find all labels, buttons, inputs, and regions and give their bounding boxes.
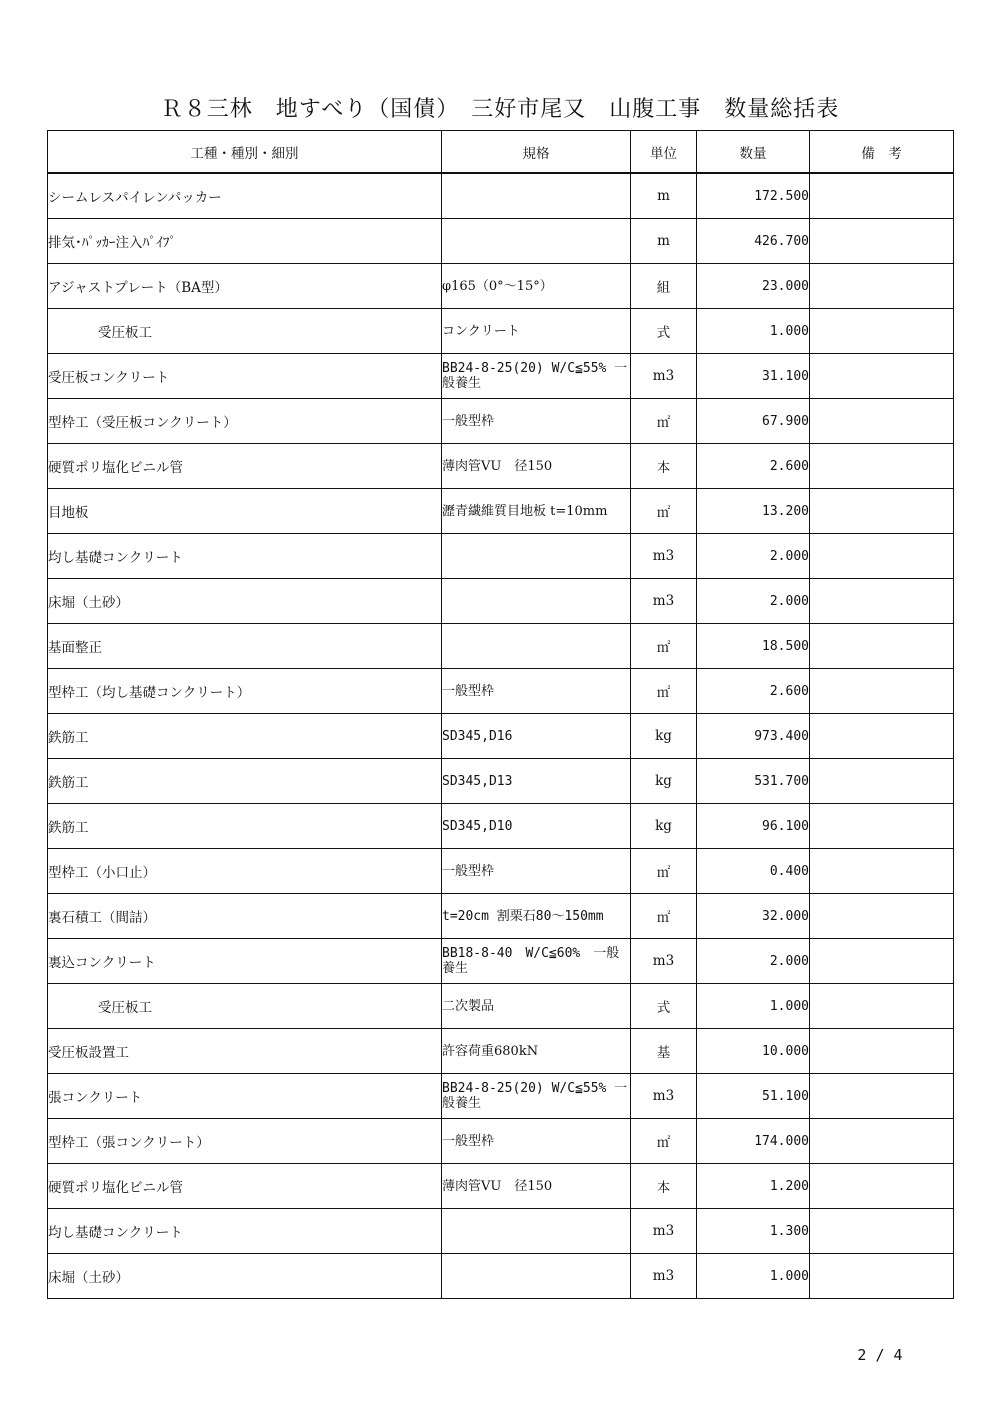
cell-spec: 瀝青繊維質目地板 t=10mm <box>442 489 631 534</box>
cell-unit: ㎡ <box>631 624 697 669</box>
cell-spec <box>442 534 631 579</box>
cell-qty: 1.000 <box>697 1254 810 1299</box>
cell-name: 硬質ポリ塩化ビニル管 <box>48 1164 442 1209</box>
table-row <box>48 534 954 579</box>
cell-spec: BB18-8-40 W/C≦60% 一般養生 <box>442 939 631 984</box>
cell-name: 硬質ポリ塩化ビニル管 <box>48 444 442 489</box>
cell-note <box>810 984 954 1029</box>
table-row <box>48 1029 954 1074</box>
table-row <box>48 669 954 714</box>
column-header-unit: 単位 <box>631 131 697 174</box>
cell-name: アジャストプレート（BA型） <box>48 264 442 309</box>
cell-name: 裏石積工（間詰） <box>48 894 442 939</box>
cell-unit: m3 <box>631 939 697 984</box>
cell-qty: 426.700 <box>697 219 810 264</box>
table-row <box>48 759 954 804</box>
cell-spec: 薄肉管VU 径150 <box>442 444 631 489</box>
cell-qty: 1.200 <box>697 1164 810 1209</box>
cell-spec <box>442 624 631 669</box>
cell-name: 張コンクリート <box>48 1074 442 1119</box>
cell-spec: BB24-8-25(20) W/C≦55% 一般養生 <box>442 1074 631 1119</box>
cell-note <box>810 939 954 984</box>
cell-name: 床堀（土砂） <box>48 579 442 624</box>
table-row <box>48 1164 954 1209</box>
cell-note <box>810 309 954 354</box>
cell-note <box>810 714 954 759</box>
table-row <box>48 939 954 984</box>
table-row <box>48 849 954 894</box>
document-title: Ｒ８三林 地すべり（国債） 三好市尾又 山腹工事 数量総括表 <box>160 97 840 122</box>
cell-qty: 51.100 <box>697 1074 810 1119</box>
cell-qty: 531.700 <box>697 759 810 804</box>
table-row <box>48 309 954 354</box>
cell-qty: 23.000 <box>697 264 810 309</box>
cell-spec: 一般型枠 <box>442 849 631 894</box>
cell-note <box>810 849 954 894</box>
cell-note <box>810 1254 954 1299</box>
cell-qty: 2.600 <box>697 444 810 489</box>
cell-unit: m3 <box>631 354 697 399</box>
cell-spec: SD345,D16 <box>442 714 631 759</box>
cell-unit: m3 <box>631 534 697 579</box>
cell-spec: SD345,D10 <box>442 804 631 849</box>
cell-spec: 一般型枠 <box>442 1119 631 1164</box>
cell-note <box>810 444 954 489</box>
cell-note <box>810 219 954 264</box>
table-row <box>48 444 954 489</box>
cell-unit: 式 <box>631 309 697 354</box>
cell-unit: ㎡ <box>631 399 697 444</box>
cell-spec: 一般型枠 <box>442 669 631 714</box>
table-row <box>48 984 954 1029</box>
cell-unit: m3 <box>631 1074 697 1119</box>
cell-note <box>810 624 954 669</box>
cell-name: 受圧板工 <box>48 309 442 354</box>
cell-spec <box>442 1254 631 1299</box>
cell-note <box>810 1119 954 1164</box>
cell-unit: m <box>631 219 697 264</box>
cell-qty: 0.400 <box>697 849 810 894</box>
cell-qty: 67.900 <box>697 399 810 444</box>
cell-note <box>810 534 954 579</box>
cell-note <box>810 489 954 534</box>
cell-qty: 96.100 <box>697 804 810 849</box>
cell-name: 均し基礎コンクリート <box>48 1209 442 1254</box>
cell-unit: ㎡ <box>631 1119 697 1164</box>
column-header-name: 工種・種別・細別 <box>48 131 442 174</box>
cell-unit: kg <box>631 714 697 759</box>
cell-qty: 2.000 <box>697 939 810 984</box>
cell-spec: 薄肉管VU 径150 <box>442 1164 631 1209</box>
table-row <box>48 714 954 759</box>
table-header-row <box>48 131 954 174</box>
cell-name: 型枠工（受圧板コンクリート） <box>48 399 442 444</box>
cell-spec <box>442 173 631 219</box>
table-row <box>48 264 954 309</box>
cell-unit: m3 <box>631 1209 697 1254</box>
cell-name: 床堀（土砂） <box>48 1254 442 1299</box>
cell-note <box>810 579 954 624</box>
quantity-summary-table <box>47 130 954 1299</box>
table-row <box>48 354 954 399</box>
table-body <box>48 173 954 1299</box>
cell-qty: 2.000 <box>697 579 810 624</box>
cell-unit: 式 <box>631 984 697 1029</box>
cell-spec <box>442 1209 631 1254</box>
cell-qty: 174.000 <box>697 1119 810 1164</box>
table-row <box>48 804 954 849</box>
cell-unit: 組 <box>631 264 697 309</box>
cell-name: 受圧板設置工 <box>48 1029 442 1074</box>
cell-name: 受圧板工 <box>48 984 442 1029</box>
table-row <box>48 1254 954 1299</box>
cell-name: 型枠工（張コンクリート） <box>48 1119 442 1164</box>
cell-unit: kg <box>631 804 697 849</box>
cell-note <box>810 669 954 714</box>
cell-spec: 一般型枠 <box>442 399 631 444</box>
table-row <box>48 1209 954 1254</box>
cell-spec: φ165（0°～15°） <box>442 264 631 309</box>
cell-note <box>810 1164 954 1209</box>
cell-qty: 1.000 <box>697 984 810 1029</box>
table-row <box>48 489 954 534</box>
cell-spec: 許容荷重680kN <box>442 1029 631 1074</box>
column-header-note: 備 考 <box>810 131 954 174</box>
cell-name: 均し基礎コンクリート <box>48 534 442 579</box>
cell-note <box>810 354 954 399</box>
cell-note <box>810 1074 954 1119</box>
cell-note <box>810 804 954 849</box>
column-header-spec: 規格 <box>442 131 631 174</box>
cell-name: 鉄筋工 <box>48 759 442 804</box>
cell-spec: BB24-8-25(20) W/C≦55% 一般養生 <box>442 354 631 399</box>
cell-unit: ㎡ <box>631 849 697 894</box>
table-row <box>48 579 954 624</box>
cell-qty: 13.200 <box>697 489 810 534</box>
cell-spec: 二次製品 <box>442 984 631 1029</box>
cell-qty: 18.500 <box>697 624 810 669</box>
cell-unit: 基 <box>631 1029 697 1074</box>
cell-name: 鉄筋工 <box>48 714 442 759</box>
cell-qty: 31.100 <box>697 354 810 399</box>
table-row <box>48 894 954 939</box>
cell-note <box>810 1029 954 1074</box>
cell-name: 裏込コンクリート <box>48 939 442 984</box>
cell-note <box>810 264 954 309</box>
cell-note <box>810 894 954 939</box>
cell-spec: t=20cm 割栗石80～150mm <box>442 894 631 939</box>
cell-name: 排気･ﾊﾟｯｶｰ注入ﾊﾟｲﾌﾟ <box>48 219 442 264</box>
cell-note <box>810 1209 954 1254</box>
cell-unit: m3 <box>631 1254 697 1299</box>
column-header-qty: 数量 <box>697 131 810 174</box>
cell-unit: kg <box>631 759 697 804</box>
table-row <box>48 624 954 669</box>
table-row <box>48 1119 954 1164</box>
cell-qty: 1.000 <box>697 309 810 354</box>
cell-unit: 本 <box>631 1164 697 1209</box>
cell-qty: 10.000 <box>697 1029 810 1074</box>
table-row <box>48 1074 954 1119</box>
cell-unit: m <box>631 173 697 219</box>
cell-unit: ㎡ <box>631 489 697 534</box>
cell-unit: ㎡ <box>631 669 697 714</box>
table-row <box>48 173 954 219</box>
cell-spec: コンクリート <box>442 309 631 354</box>
cell-qty: 973.400 <box>697 714 810 759</box>
cell-note <box>810 759 954 804</box>
cell-name: 型枠工（小口止） <box>48 849 442 894</box>
cell-name: 基面整正 <box>48 624 442 669</box>
cell-qty: 172.500 <box>697 173 810 219</box>
cell-name: 受圧板コンクリート <box>48 354 442 399</box>
cell-qty: 1.300 <box>697 1209 810 1254</box>
cell-spec: SD345,D13 <box>442 759 631 804</box>
cell-spec <box>442 219 631 264</box>
page-number: 2 / 4 <box>857 1346 903 1364</box>
table-row <box>48 399 954 444</box>
cell-name: シームレスパイレンパッカー <box>48 173 442 219</box>
cell-qty: 2.000 <box>697 534 810 579</box>
cell-name: 鉄筋工 <box>48 804 442 849</box>
cell-qty: 2.600 <box>697 669 810 714</box>
cell-unit: m3 <box>631 579 697 624</box>
cell-unit: 本 <box>631 444 697 489</box>
cell-note <box>810 173 954 219</box>
cell-note <box>810 399 954 444</box>
cell-name: 型枠工（均し基礎コンクリート） <box>48 669 442 714</box>
cell-spec <box>442 579 631 624</box>
cell-unit: ㎡ <box>631 894 697 939</box>
table-row <box>48 219 954 264</box>
cell-qty: 32.000 <box>697 894 810 939</box>
cell-name: 目地板 <box>48 489 442 534</box>
